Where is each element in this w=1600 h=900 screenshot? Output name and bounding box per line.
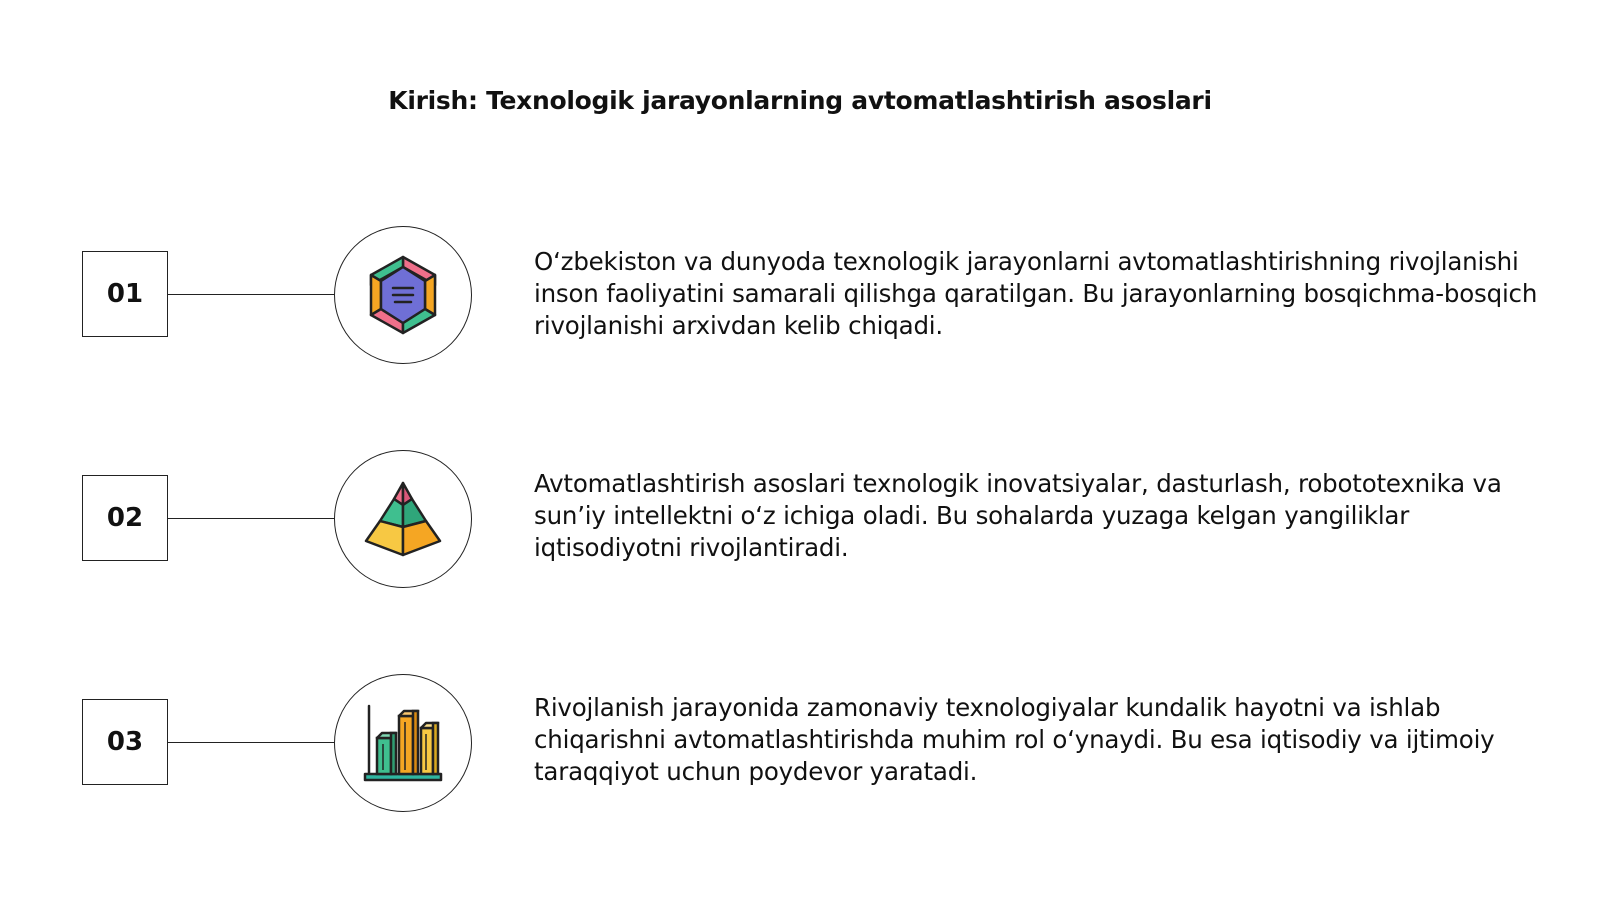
connector-line	[168, 742, 334, 743]
step-number-box: 03	[82, 699, 168, 785]
icon-circle	[334, 674, 472, 812]
step-number-box: 01	[82, 251, 168, 337]
list-item-3	[0, 674, 1600, 814]
connector-line	[168, 294, 334, 295]
icon-circle	[334, 450, 472, 588]
step-number-box: 02	[82, 475, 168, 561]
bar-chart-icon	[361, 702, 445, 784]
item-description: O‘zbekiston va dunyoda texnologik jarayonlarni avtomatlashtirishning rivojlanishi inson faoliyatini samarali qilishga qaratilgan. Bu jarayonlarning bosqichma-bosqich rivojlanishi arxivdan kelib chiqadi.	[534, 247, 1538, 340]
item-description: Avtomatlashtirish asoslari texnologik inovatsiyalar, dasturlash, robototexnika va sun’iy intellektni o‘z ichiga oladi. Bu sohalarda yuzaga kelgan yangiliklar iqtisodiyotni rivojlantiradi.	[534, 469, 1502, 562]
connector-line	[168, 518, 334, 519]
page-title: Kirish: Texnologik jarayonlarning avtomatlashtirish asoslari	[388, 86, 1212, 115]
hexagon-document-icon	[366, 254, 440, 336]
list-item-2	[0, 450, 1600, 590]
list-item-1	[0, 226, 1600, 366]
item-description: Rivojlanish jarayonida zamonaviy texnologiyalar kundalik hayotni va ishlab chiqarishni avtomatlashtirishda muhim rol o‘ynaydi. Bu esa iqtisodiy va ijtimoiy taraqqiyot uchun poydevor yaratadi.	[534, 693, 1495, 786]
icon-circle	[334, 226, 472, 364]
pyramid-icon	[362, 479, 444, 559]
